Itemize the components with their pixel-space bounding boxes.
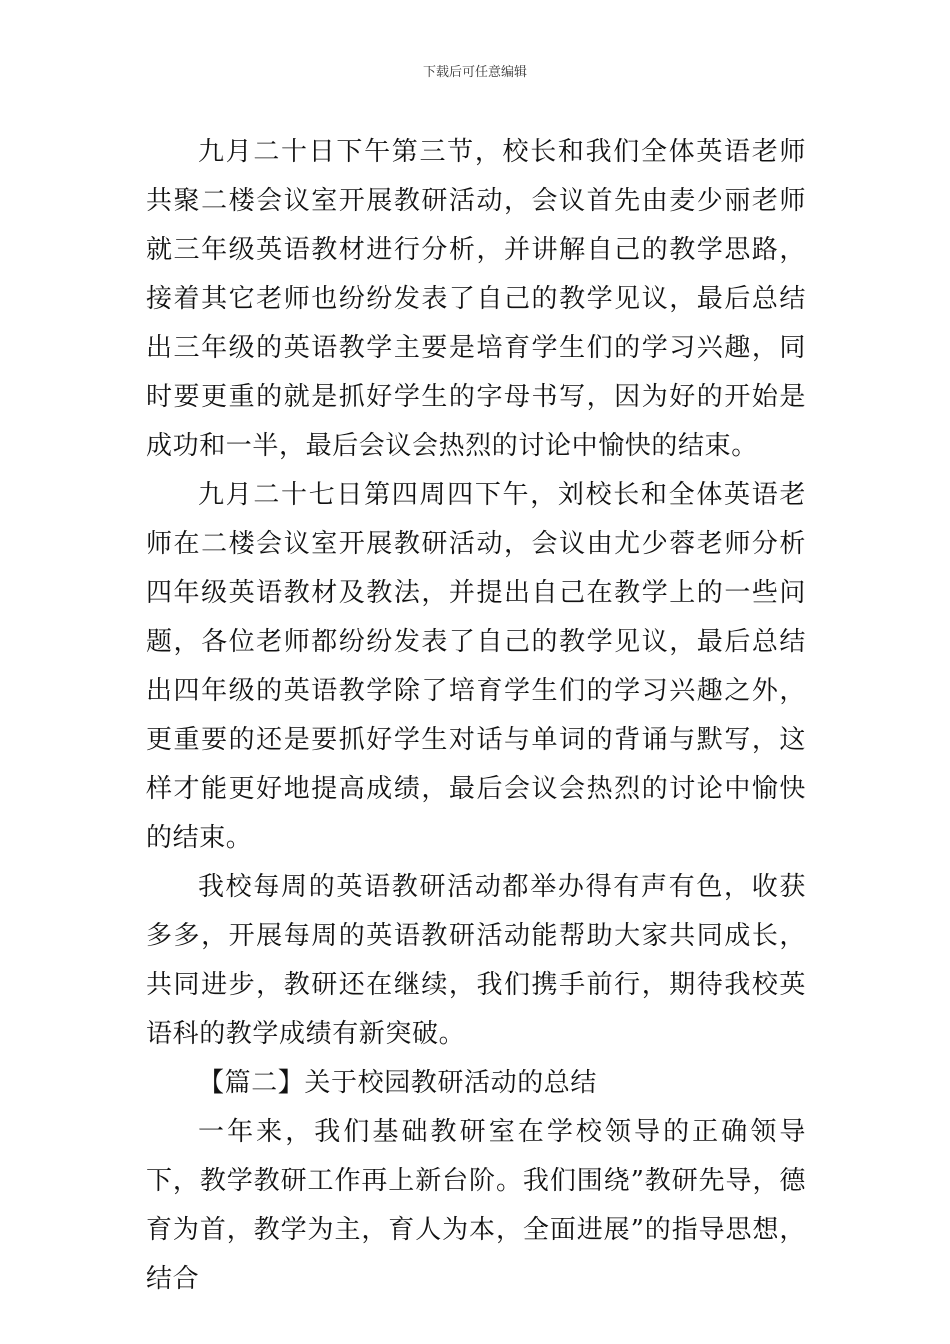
document-body: [146, 128, 806, 1304]
paragraph-4: 一年来，我们基础教研室在学校领导的正确领导下，教学教研工作再上新台阶。我们围绕”教研先导，德育为首，教学为主，育人为本，全面进展”的指导思想，结合: [146, 1117, 806, 1294]
paragraph-1: 九月二十日下午第三节，校长和我们全体英语老师共聚二楼会议室开展教研活动，会议首先由麦少丽老师就三年级英语教材进行分析，并讲解自己的教学思路，接着其它老师也纷纷发表了自己的教学见议，最后总结出三年级的英语教学主要是培育学生们的学习兴趣，同时要更重的就是抓好学生的字母书写，因为好的开始是成功和一半，最后会议会热烈的讨论中愉快的结束。: [146, 137, 806, 461]
page-header-note: 下载后可任意编辑: [422, 65, 527, 80]
paragraph-2: 九月二十七日第四周四下午，刘校长和全体英语老师在二楼会议室开展教研活动，会议由尤少蓉老师分析四年级英语教材及教法，并提出自己在教学上的一些问题，各位老师都纷纷发表了自己的教学见议，最后总结出四年级的英语教学除了培育学生们的学习兴趣之外，更重要的还是要抓好学生对话与单词的背诵与默写，这样才能更好地提高成绩，最后会议会热烈的讨论中愉快的结束。: [146, 480, 806, 853]
section-heading: 【篇二】关于校园教研活动的总结: [198, 1068, 598, 1098]
paragraph-3: 我校每周的英语教研活动都举办得有声有色，收获多多，开展每周的英语教研活动能帮助大家共同成长，共同进步，教研还在继续，我们携手前行，期待我校英语科的教学成绩有新突破。: [146, 872, 806, 1049]
